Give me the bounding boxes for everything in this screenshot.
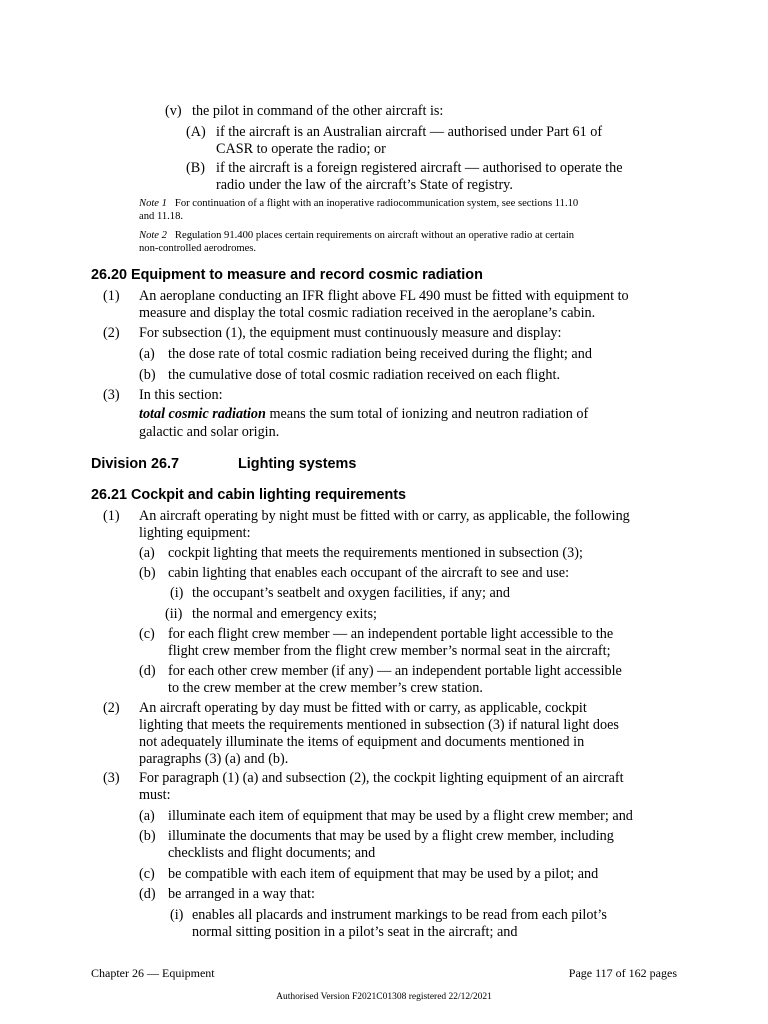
paragraph-label-a: (a) xyxy=(139,346,155,362)
list-label-A: (A) xyxy=(186,124,206,140)
section-26-20-heading: 26.20 Equipment to measure and record cosmic radiation xyxy=(91,267,483,283)
note-2-line2: non-controlled aerodromes. xyxy=(139,243,257,254)
subparagraph-i-line1: enables all placards and instrument markings to be read from each pilot’s xyxy=(192,907,607,923)
paragraph-label-c: (c) xyxy=(139,866,155,882)
paragraph-c-text: be compatible with each item of equipment that may be used by a pilot; and xyxy=(168,866,599,882)
subsection-1-line1: An aircraft operating by night must be fitted with or carry, as applicable, the following xyxy=(139,508,630,524)
paragraph-label-a: (a) xyxy=(139,545,155,561)
subparagraph-i-line2: normal sitting position in a pilot’s seat in the aircraft; and xyxy=(192,924,518,940)
subparagraph-ii-text: the normal and emergency exits; xyxy=(192,606,377,622)
subsection-1-line2: lighting equipment: xyxy=(139,525,251,541)
paragraph-d-line1: for each other crew member (if any) — an independent portable light accessible xyxy=(168,663,622,679)
note-1-label: Note 1 xyxy=(139,198,167,209)
paragraph-d-line2: to the crew member at the crew member’s crew station. xyxy=(168,680,483,696)
subsection-2-line4: paragraphs (3) (a) and (b). xyxy=(139,751,289,767)
paragraph-c-line1: for each flight crew member — an independent portable light accessible to the xyxy=(168,626,614,642)
paragraph-label-c: (c) xyxy=(139,626,155,642)
footer-chapter: Chapter 26 — Equipment xyxy=(91,966,215,980)
paragraph-A-line1: if the aircraft is an Australian aircraft — authorised under Part 61 of xyxy=(216,124,603,140)
paragraph-label-b: (b) xyxy=(139,828,156,844)
subsection-label-3: (3) xyxy=(103,387,120,403)
subsection-label-1: (1) xyxy=(103,508,120,524)
paragraph-b-line1: illuminate the documents that may be used by a flight crew member, including xyxy=(168,828,614,844)
subparagraph-i-text: the occupant’s seatbelt and oxygen facilities, if any; and xyxy=(192,585,510,601)
subsection-1-line2: measure and display the total cosmic radiation received in the aeroplane’s cabin. xyxy=(139,305,596,321)
paragraph-label-d: (d) xyxy=(139,663,156,679)
note-1-text: For continuation of a flight with an inoperative radiocommunication system, see sections 11.10 xyxy=(174,198,579,209)
defined-term: total cosmic radiation xyxy=(139,406,266,422)
paragraph-c-line2: flight crew member from the flight crew member’s normal seat in the aircraft; xyxy=(168,643,611,659)
paragraph-a-text: the dose rate of total cosmic radiation being received during the flight; and xyxy=(168,346,592,362)
subsection-3-line1: For paragraph (1) (a) and subsection (2), the cockpit lighting equipment of an aircraft xyxy=(139,770,624,786)
paragraph-b-line2: checklists and flight documents; and xyxy=(168,845,376,861)
subsection-label-3: (3) xyxy=(103,770,120,786)
division-title: Lighting systems xyxy=(238,456,357,472)
subsection-3-line1: In this section: xyxy=(139,387,223,403)
definition-line1 xyxy=(139,406,588,423)
note-2-line1 xyxy=(139,229,574,243)
paragraph-label-b: (b) xyxy=(139,367,156,383)
footer-page-number: Page 117 of 162 pages xyxy=(568,966,677,980)
subsection-1-line1: An aeroplane conducting an IFR flight above FL 490 must be fitted with equipment to xyxy=(139,288,629,304)
subsection-2-line3: not adequately illuminate the items of equipment and documents mentioned in xyxy=(139,734,585,750)
paragraph-v-text: the pilot in command of the other aircraft is: xyxy=(192,103,444,119)
note-1-line2: and 11.18. xyxy=(139,211,184,222)
list-label-B: (B) xyxy=(186,160,205,176)
paragraph-label-b: (b) xyxy=(139,565,156,581)
note-2-text: Regulation 91.400 places certain requirements on aircraft without an operative radio at certain xyxy=(174,230,575,241)
paragraph-a-text: cockpit lighting that meets the requirements mentioned in subsection (3); xyxy=(168,545,583,561)
division-label: Division 26.7 xyxy=(91,456,179,472)
list-label-v: (v) xyxy=(165,103,182,119)
paragraph-label-a: (a) xyxy=(139,808,155,824)
paragraph-b-text: cabin lighting that enables each occupant of the aircraft to see and use: xyxy=(168,565,570,581)
paragraph-d-text: be arranged in a way that: xyxy=(168,886,315,902)
paragraph-B-line2: radio under the law of the aircraft’s State of registry. xyxy=(216,177,513,193)
note-2-label: Note 2 xyxy=(139,230,167,241)
subsection-2-line1: An aircraft operating by day must be fitted with or carry, as applicable, cockpit xyxy=(139,700,587,716)
paragraph-A-line2: CASR to operate the radio; or xyxy=(216,141,386,157)
subparagraph-label-i: (i) xyxy=(170,907,184,923)
subsection-label-2: (2) xyxy=(103,325,120,341)
paragraph-label-d: (d) xyxy=(139,886,156,902)
subsection-label-1: (1) xyxy=(103,288,120,304)
definition-text: means the sum total of ionizing and neutron radiation of xyxy=(265,406,589,422)
subsection-2-line2: lighting that meets the requirements mentioned in subsection (3) if natural light does xyxy=(139,717,619,733)
note-1-line1 xyxy=(139,197,578,211)
subsection-2-line1: For subsection (1), the equipment must continuously measure and display: xyxy=(139,325,562,341)
paragraph-B-line1: if the aircraft is a foreign registered aircraft — authorised to operate the xyxy=(216,160,623,176)
subparagraph-label-ii: (ii) xyxy=(165,606,183,622)
subsection-3-line2: must: xyxy=(139,787,171,803)
definition-line2: galactic and solar origin. xyxy=(139,424,280,440)
subparagraph-label-i: (i) xyxy=(170,585,184,601)
paragraph-b-text: the cumulative dose of total cosmic radiation received on each flight. xyxy=(168,367,560,383)
footer-authorised-version: Authorised Version F2021C01308 registered 22/12/2021 xyxy=(276,992,492,1002)
section-26-21-heading: 26.21 Cockpit and cabin lighting requirements xyxy=(91,487,407,503)
subsection-label-2: (2) xyxy=(103,700,120,716)
paragraph-a-text: illuminate each item of equipment that may be used by a flight crew member; and xyxy=(168,808,633,824)
